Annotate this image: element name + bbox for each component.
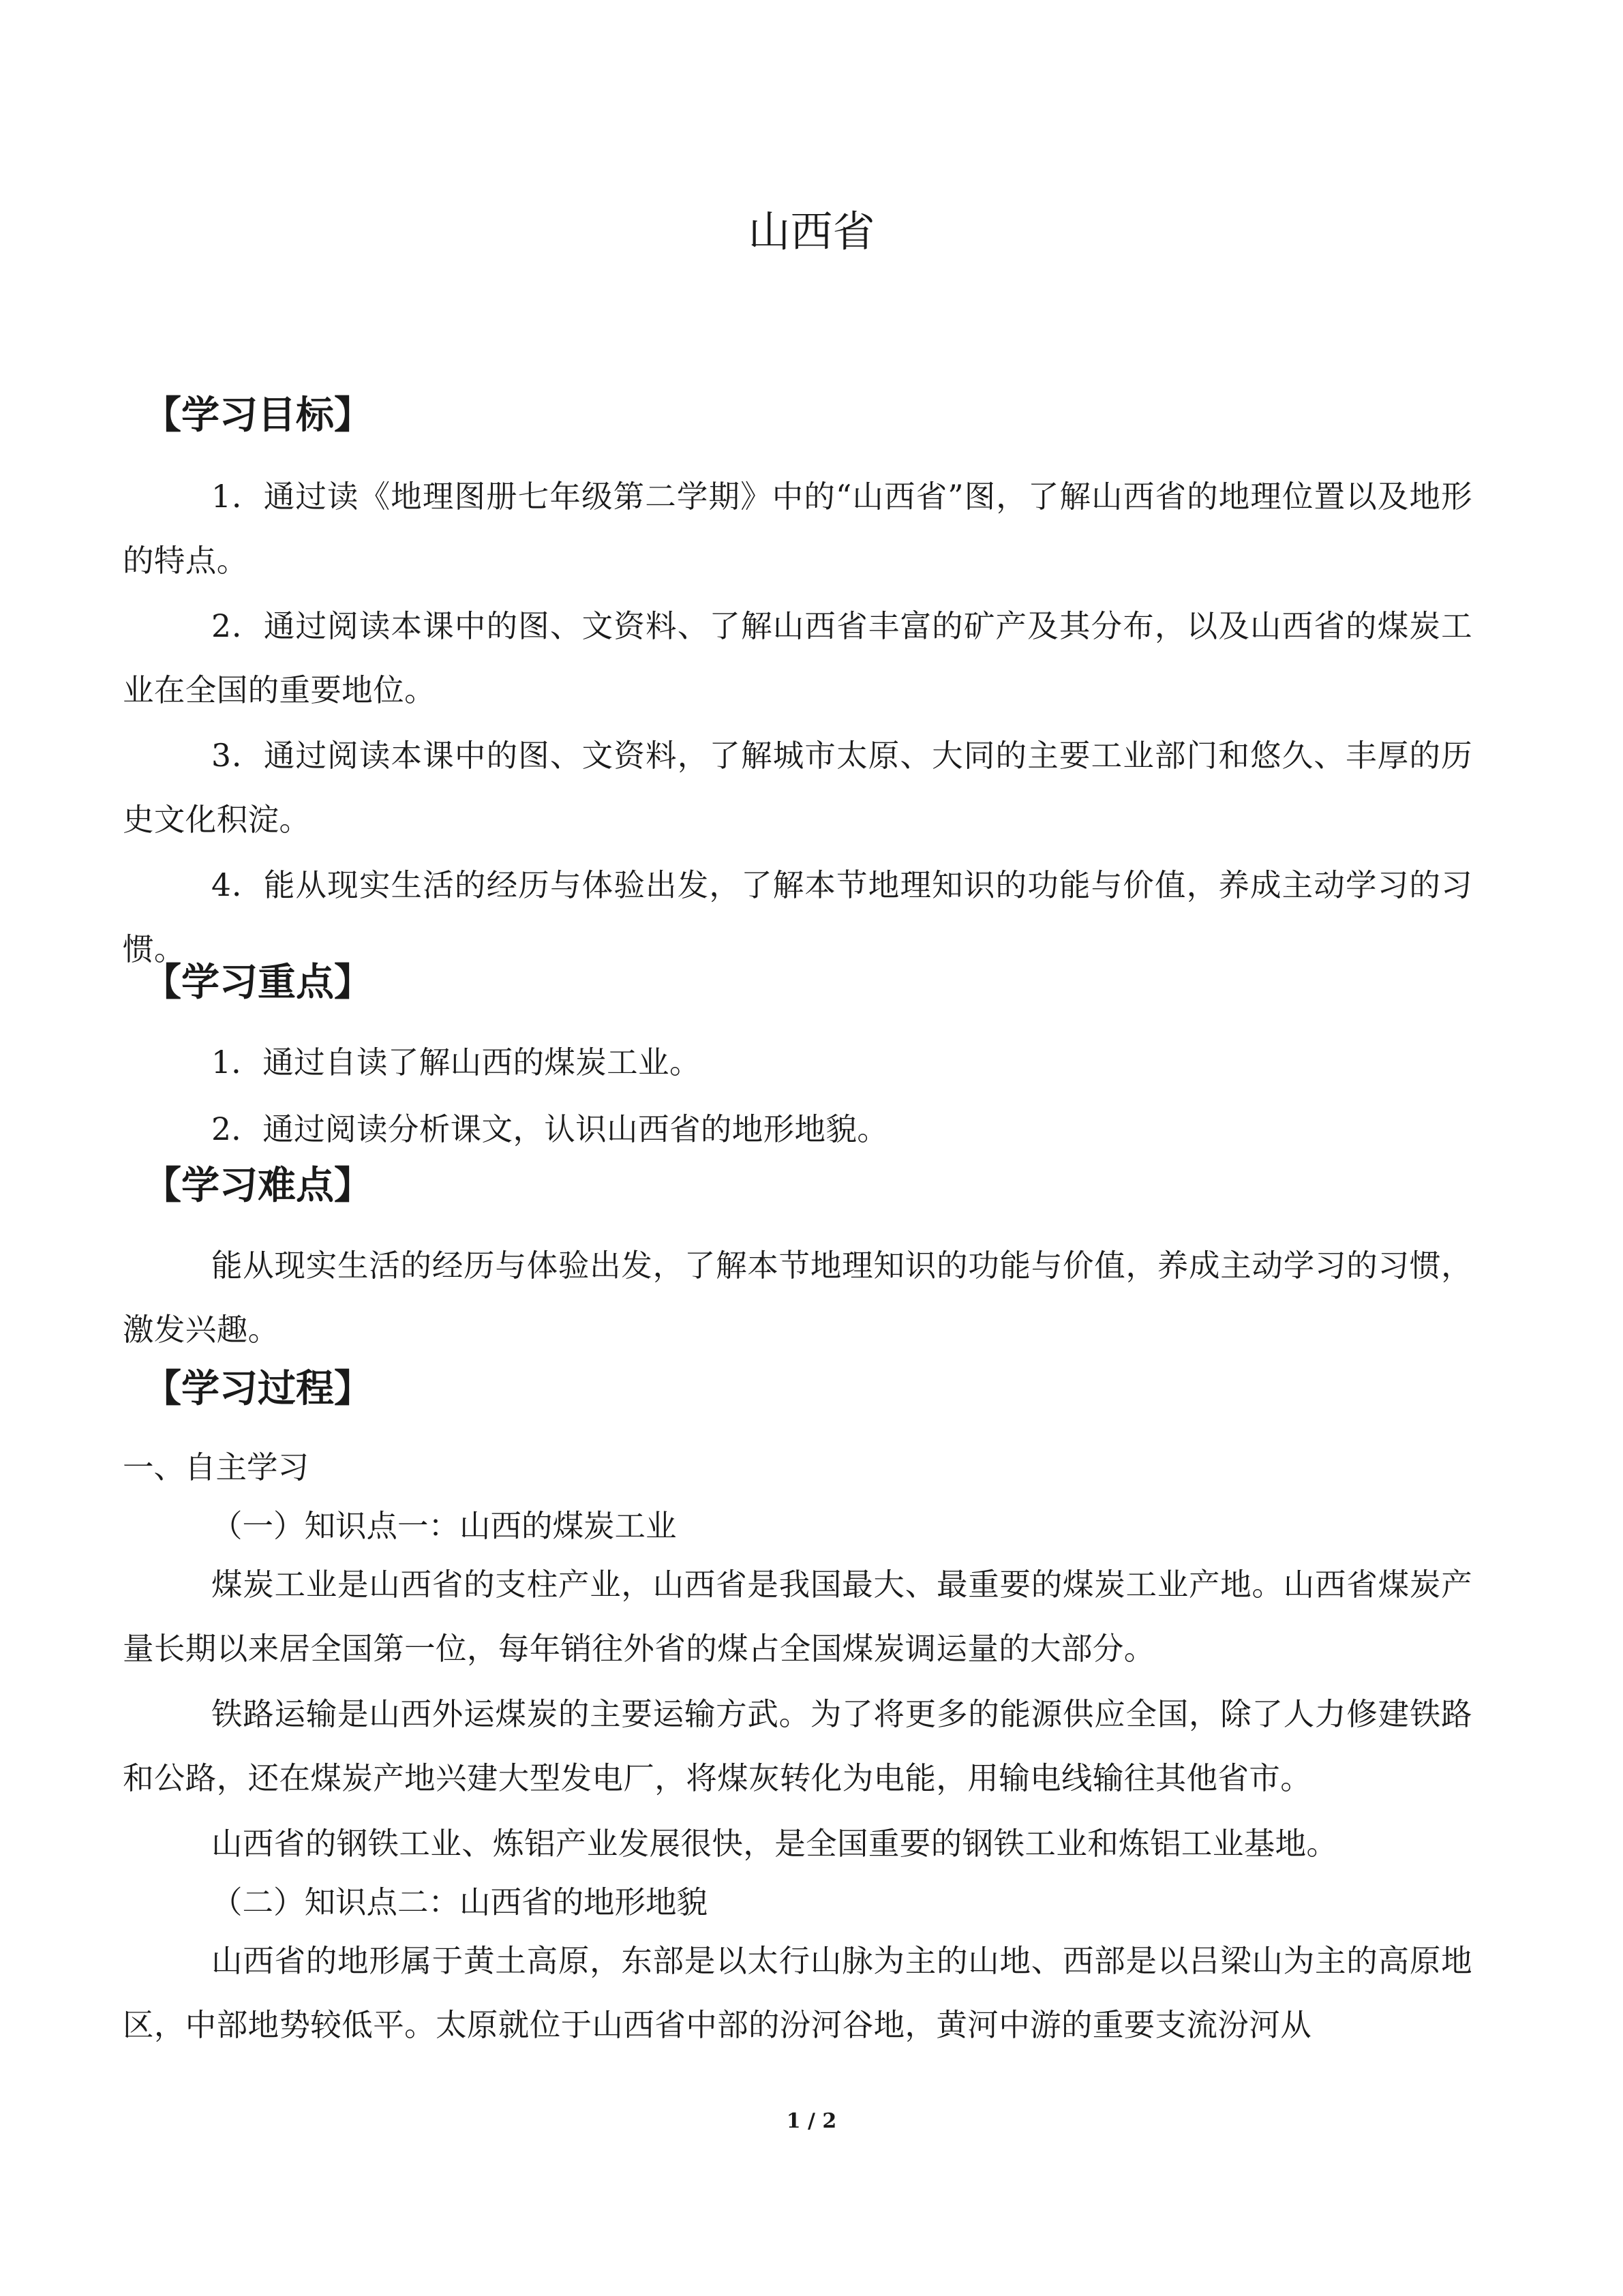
objective-item-3: 3．通过阅读本课中的图、文资料，了解城市太原、大同的主要工业部门和悠久、丰厚的历史文化积淀。	[123, 738, 1472, 838]
kp2-paragraph-1: 山西省的地形属于黄土高原，东部是以太行山脉为主的山地、西部是以吕梁山为主的高原地区，中部地势较低平。太原就位于山西省中部的汾河谷地，黄河中游的重要支流汾河从	[123, 1943, 1472, 2043]
process-part-1: 一、自主学习	[123, 1449, 309, 1485]
objective-item-1: 1．通过读《地理图册七年级第二学期》中的“山西省”图，了解山西省的地理位置以及地形的特点。	[123, 479, 1472, 579]
objective-item-4: 4．能从现实生活的经历与体验出发，了解本节地理知识的功能与价值，养成主动学习的习惯。	[123, 867, 1472, 967]
knowledge-point-1-title: （一）知识点一：山西的煤炭工业	[211, 1508, 677, 1544]
kp1-paragraph-1: 煤炭工业是山西省的支柱产业，山西省是我国最大、最重要的煤炭工业产地。山西省煤炭产量长期以来居全国第一位，每年销往外省的煤占全国煤炭调运量的大部分。	[123, 1567, 1472, 1667]
objectives-heading: 【学习目标】	[143, 393, 372, 438]
page-title: 山西省	[748, 207, 875, 256]
knowledge-point-2-title: （二）知识点二：山西省的地形地貌	[211, 1884, 708, 1920]
key-point-item-2: 2．通过阅读分析课文，认识山西省的地形地貌。	[211, 1111, 889, 1147]
key-point-item-1: 1．通过自读了解山西的煤炭工业。	[211, 1044, 701, 1081]
difficulties-text: 能从现实生活的经历与体验出发，了解本节地理知识的功能与价值，养成主动学习的习惯，激发兴趣。	[123, 1248, 1472, 1348]
process-heading: 【学习过程】	[143, 1367, 372, 1411]
objective-item-2: 2．通过阅读本课中的图、文资料、了解山西省丰富的矿产及其分布，以及山西省的煤炭工业在全国的重要地位。	[123, 608, 1472, 708]
key-points-heading: 【学习重点】	[143, 961, 372, 1005]
difficulties-heading: 【学习难点】	[143, 1164, 372, 1208]
kp1-paragraph-3: 山西省的钢铁工业、炼铝产业发展很快，是全国重要的钢铁工业和炼铝工业基地。	[211, 1826, 1338, 1862]
kp1-paragraph-2: 铁路运输是山西外运煤炭的主要运输方武。为了将更多的能源供应全国，除了人力修建铁路和公路，还在煤炭产地兴建大型发电厂，将煤灰转化为电能，用输电线输往其他省市。	[123, 1696, 1472, 1796]
page-number: 1 / 2	[786, 2109, 837, 2133]
